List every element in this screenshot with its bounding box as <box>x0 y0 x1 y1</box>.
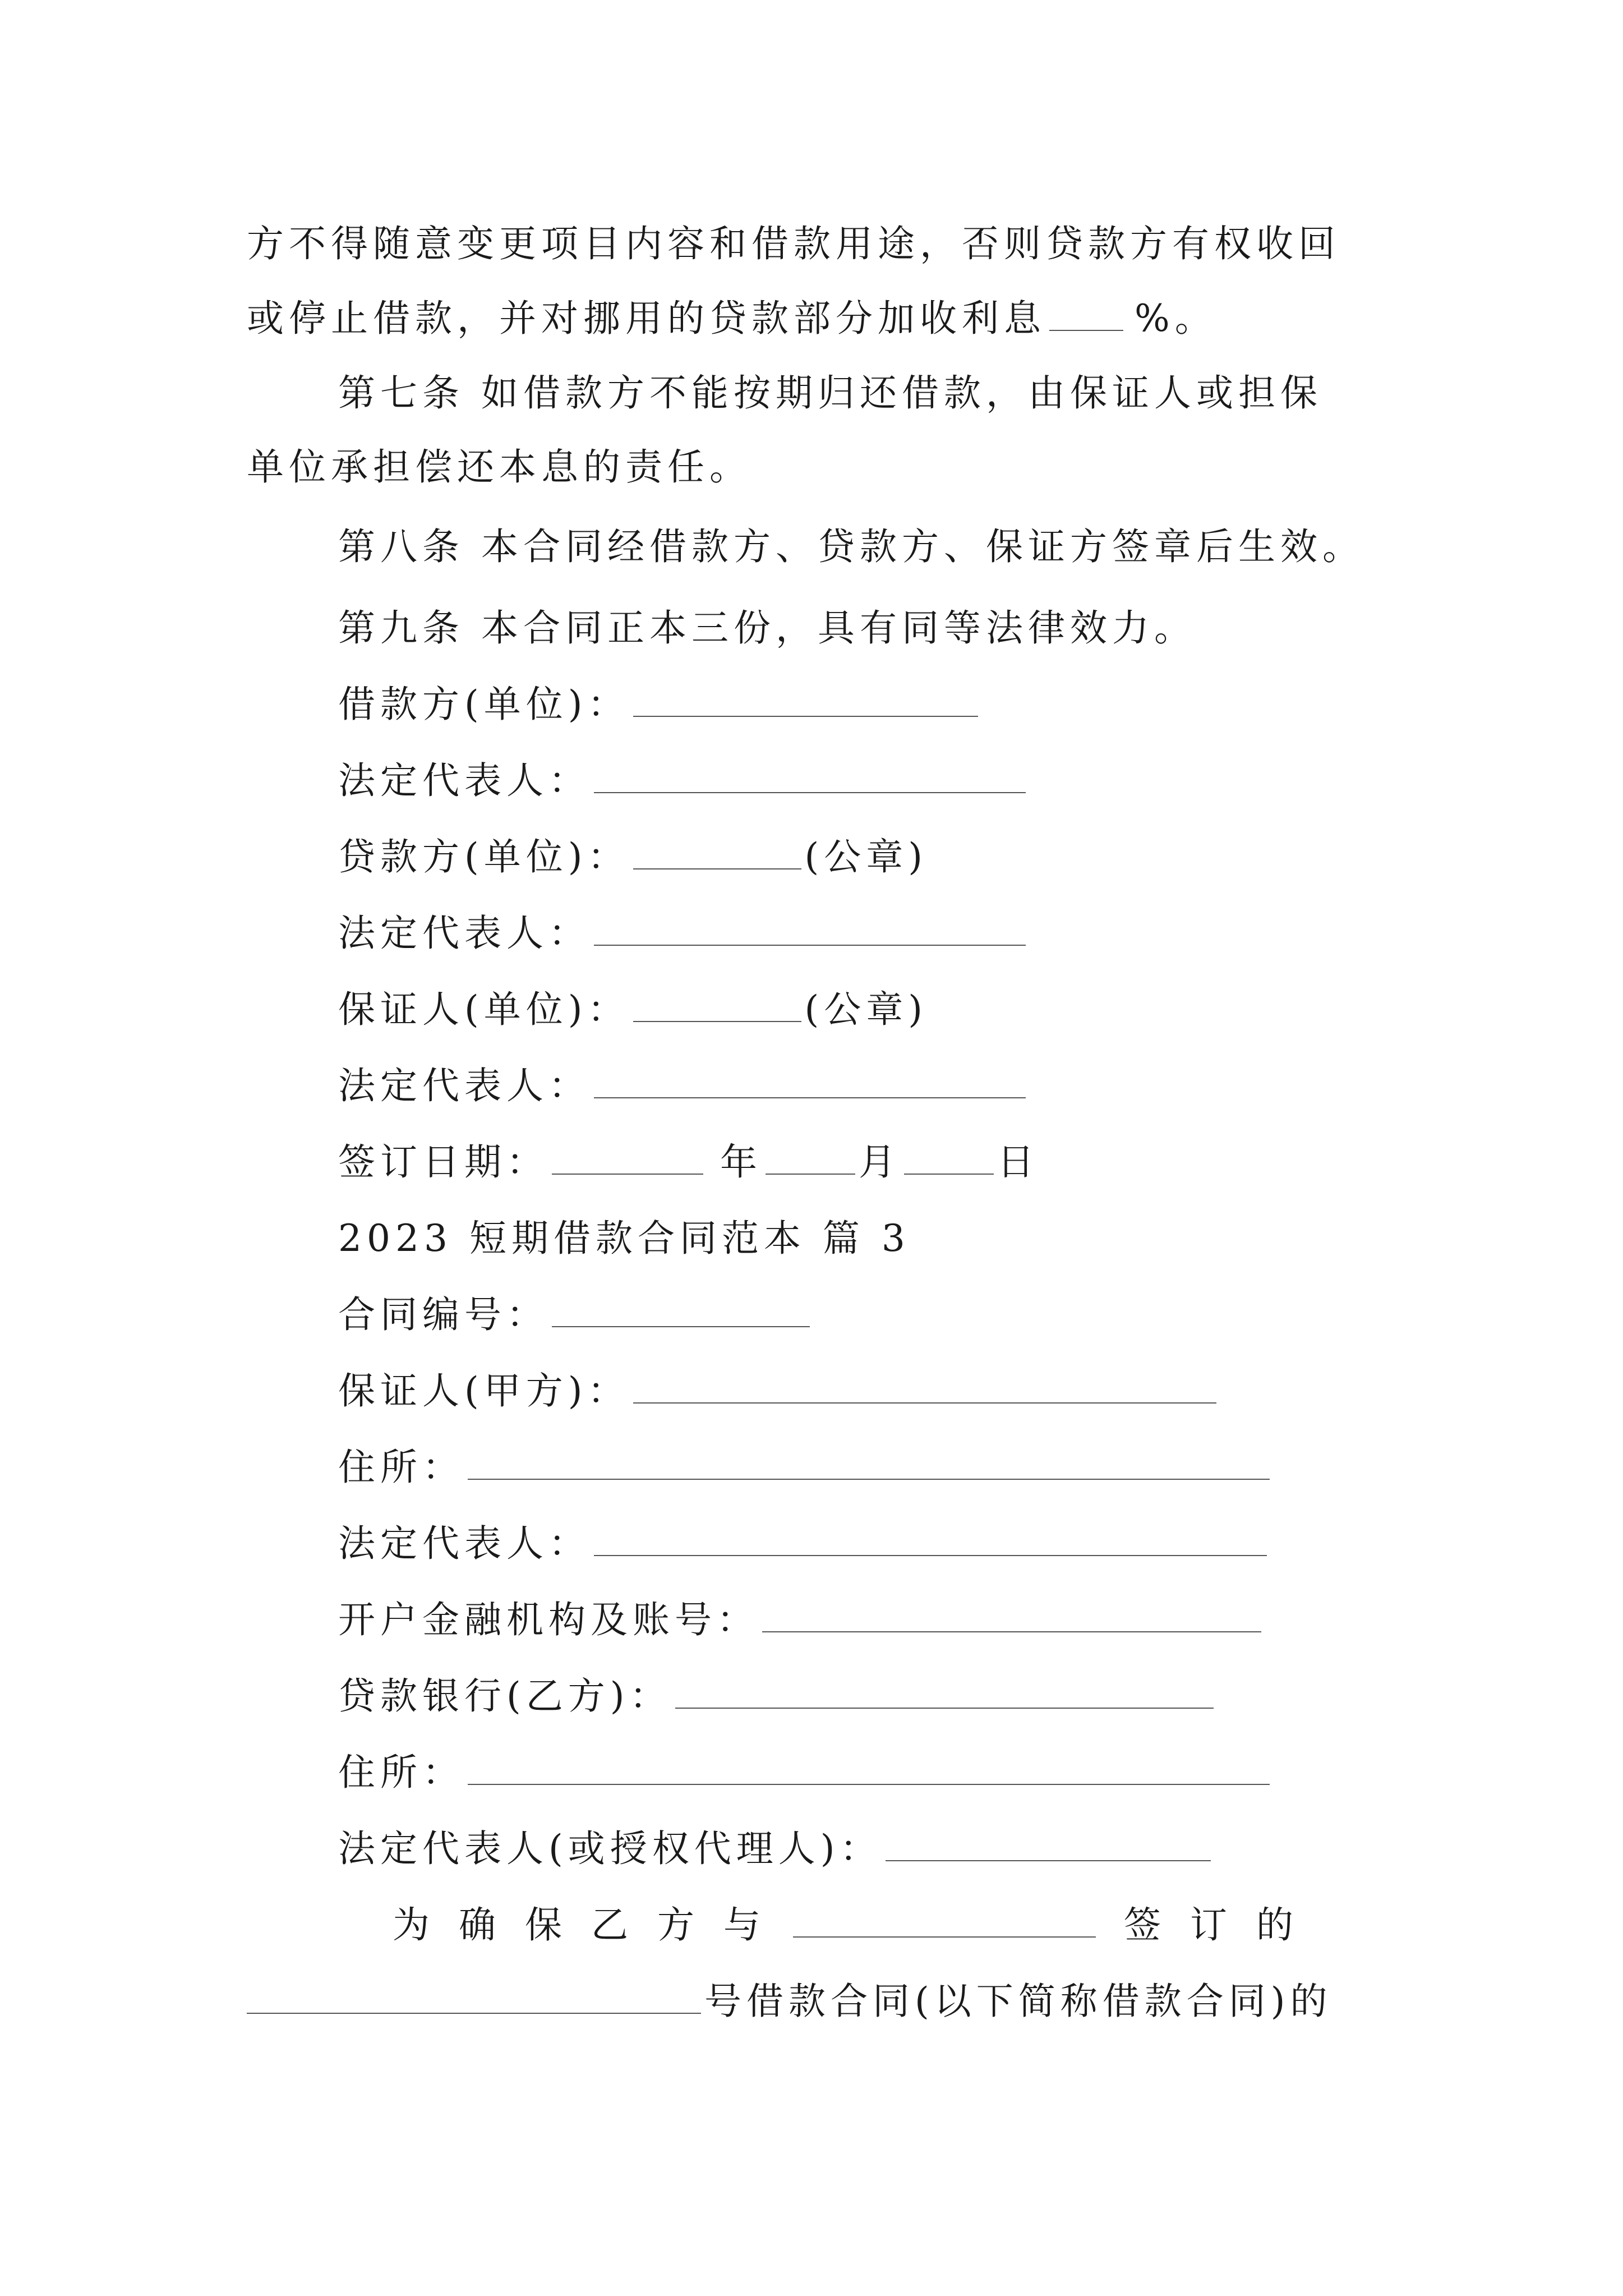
text: 或停止借款，并对挪用的贷款部分加收利息 <box>247 297 1046 340</box>
fill-blank <box>886 1829 1211 1861</box>
field-label: 保证人(甲方)： <box>338 1369 630 1412</box>
year-label: 年 <box>720 1140 762 1184</box>
text: %。 <box>1135 297 1217 340</box>
section-title <box>338 1205 910 1272</box>
field-label: 住所： <box>338 1446 464 1489</box>
paragraph-line <box>247 210 1340 278</box>
bank-account-field <box>338 1586 1265 1654</box>
contract-number-blank <box>247 1981 701 2014</box>
article-9 <box>338 595 1196 662</box>
text: 第九条 本合同正本三份，具有同等法律效力。 <box>338 606 1196 650</box>
field-label: 法定代表人(或授权代理人)： <box>338 1827 882 1870</box>
field-label: 贷款银行(乙方)： <box>338 1674 672 1718</box>
month-label: 月 <box>859 1140 901 1184</box>
address-field <box>338 1434 1273 1501</box>
article-7-line <box>338 360 1322 427</box>
guarantor-a-field <box>338 1358 1220 1425</box>
text: 为确保乙方与 <box>393 1903 790 1947</box>
fill-blank <box>762 1600 1261 1632</box>
text: 签订的 <box>1124 1903 1322 1947</box>
address-field <box>338 1739 1273 1806</box>
field-label: 合同编号： <box>338 1293 548 1336</box>
article-7-line <box>247 434 751 501</box>
fill-blank <box>468 1447 1270 1480</box>
text: 第八条 本合同经借款方、贷款方、保证方签章后生效。 <box>338 525 1364 568</box>
field-label: 开户金融机构及账号： <box>338 1598 759 1641</box>
seal-label: (公章) <box>804 835 928 878</box>
field-label: 签订日期： <box>338 1140 548 1184</box>
fill-blank <box>675 1676 1214 1709</box>
fill-blank <box>552 1295 810 1327</box>
fill-blank <box>594 913 1026 946</box>
field-label: 法定代表人： <box>338 912 591 955</box>
title-text: 2023 短期借款合同范本 篇 3 <box>338 1217 910 1260</box>
legal-rep-field <box>338 1510 1270 1577</box>
text: 方不得随意变更项目内容和借款用途，否则贷款方有权收回 <box>247 222 1340 265</box>
month-blank <box>766 1142 855 1175</box>
guarantee-paragraph-line <box>247 1968 1332 2035</box>
text: 单位承担偿还本息的责任。 <box>247 445 751 489</box>
field-label: 法定代表人： <box>338 759 591 802</box>
fill-blank <box>633 990 801 1022</box>
field-label: 法定代表人： <box>338 1522 591 1565</box>
seal-label: (公章) <box>804 988 928 1031</box>
day-blank <box>904 1142 994 1175</box>
year-blank <box>552 1142 703 1175</box>
fill-blank <box>633 1371 1216 1404</box>
sign-date-field <box>338 1129 1039 1196</box>
legal-rep-field <box>338 747 1029 815</box>
contract-no-field <box>338 1281 813 1349</box>
field-label: 住所： <box>338 1751 464 1794</box>
text: 号借款合同(以下简称借款合同)的 <box>704 1980 1332 2023</box>
lending-bank-field <box>338 1663 1217 1730</box>
interest-blank <box>1049 298 1123 331</box>
paragraph-line <box>247 285 1217 352</box>
fill-blank <box>633 837 801 869</box>
text: 第七条 如借款方不能按期归还借款，由保证人或担保 <box>338 371 1322 415</box>
fill-blank <box>594 761 1026 793</box>
fill-blank <box>793 1905 1096 1938</box>
legal-rep-auth-field <box>338 1815 1214 1883</box>
lender-field <box>338 823 928 891</box>
guarantor-field <box>338 976 928 1043</box>
fill-blank <box>468 1752 1270 1785</box>
legal-rep-field <box>338 900 1029 967</box>
field-label: 借款方(单位)： <box>338 683 630 726</box>
guarantee-paragraph-line <box>393 1892 1322 1959</box>
field-label: 法定代表人： <box>338 1064 591 1107</box>
article-8 <box>338 513 1364 581</box>
fill-blank <box>633 684 978 717</box>
day-label: 日 <box>997 1140 1039 1184</box>
field-label: 贷款方(单位)： <box>338 835 630 878</box>
fill-blank <box>594 1524 1267 1556</box>
legal-rep-field <box>338 1052 1029 1120</box>
field-label: 保证人(单位)： <box>338 988 630 1031</box>
borrower-field <box>338 671 981 738</box>
fill-blank <box>594 1066 1026 1098</box>
